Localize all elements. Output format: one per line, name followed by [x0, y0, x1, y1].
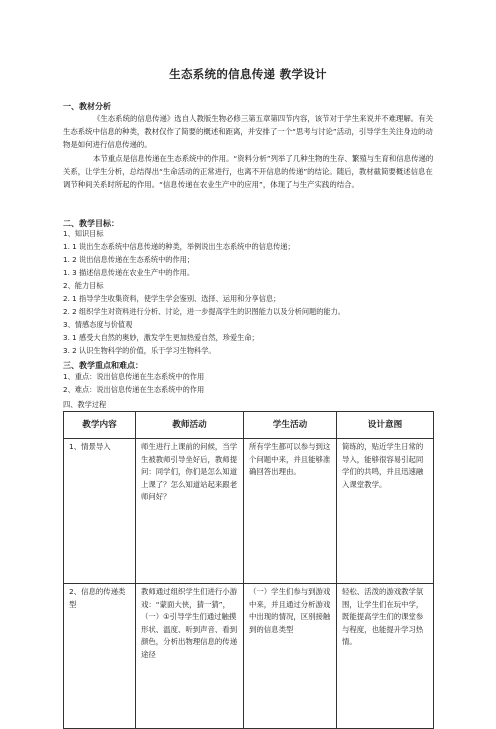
goal-line: 1. 3 描述信息传递在农业生产中的作用。: [63, 268, 195, 277]
goal-line: 2. 1 指导学生收集资料，使学生学会鉴别、选择、运用和分享信息；: [63, 294, 281, 303]
goal-line: 2、能力目标: [63, 281, 104, 290]
table-row: [64, 439, 434, 584]
table-cell: 简练的，贴近学生日常的导入，能够很容易引起同学们的共鸣，并且迅速融入课堂教学。: [337, 439, 434, 584]
table-cell: 教师通过组织学生们进行小游戏：“蒙面大侠，猜一猜”，（一）①引导学生们通过触摸形状、温度、听到声音、看到颜色，分析出物理信息的传递途径: [136, 584, 244, 729]
table-cell: 2、信息的传递类型: [64, 584, 136, 729]
table-header: 设计意图: [337, 412, 434, 439]
goal-line: 3、情感态度与价值观: [63, 320, 133, 329]
section-heading-2: 二、教学目标：: [63, 219, 119, 228]
paragraph-2: 本节重点是信息传递在生态系统中的作用。“资料分析”列举了几种生物的生存、繁殖与生育和信息传递的关系，让学生分析，总结得出“生命活动的正常进行，也离不开信息的传递”的结论。随后，教材截简要概述信息在调节种间关系时所起的作用。“信息传递在农业生产中的应用”，体现了与生产实践的结合。: [63, 154, 434, 189]
goal-line: 1. 2 说出信息传递在生态系统中的作用；: [63, 255, 195, 264]
process-table: [63, 411, 434, 729]
goal-line: 1、知识目标: [63, 229, 104, 238]
section-heading-4: 四、教学过程: [63, 400, 107, 409]
goal-line: 3. 1 感受大自然的奥妙，激发学生更加热爱自然，珍爱生命；: [63, 333, 259, 342]
table-cell: 师生进行上课前的问候，当学生被教师引导坐好后，教师提问：同学们，你们是怎么知道上课了？怎么知道站起来跟老师问好？: [136, 439, 244, 584]
paragraph-1: 《生态系统的信息传递》选自人教版生物必修三第五章第四节内容，该节对于学生来说并不难理解。有关生态系统中信息的种类，教材仅作了简要的概述和距离，并安排了一个“思考与讨论”活动，引导学生关注身边的动物是如何进行信息传递的。: [63, 114, 433, 149]
table-cell: 1、情景导入: [64, 439, 136, 584]
table-row: [64, 584, 434, 729]
table-cell: 轻松、活泼的游戏教学氛围，让学生们在玩中学，既能提高学生们的课堂参与程度，也能提升学习热情。: [337, 584, 434, 729]
table-header: 教学内容: [64, 412, 136, 439]
keypoint-line: 1、重点：说出信息传递在生态系统中的作用: [63, 372, 205, 381]
doc-title: 生态系统的信息传递 教学设计: [169, 67, 327, 81]
goal-line: 3. 2 认识生物科学的价值，乐于学习生物科学。: [63, 346, 216, 355]
goal-line: 2. 2 组织学生对资料进行分析、讨论，进一步提高学生的识图能力以及分析问题的能力。: [63, 307, 345, 316]
table-header: 教师活动: [136, 412, 244, 439]
table-cell: 所有学生都可以参与到这个问题中来，并且能够准确回答出理由。: [244, 439, 337, 584]
keypoint-line: 2、难点：说出信息传递在生态系统中的作用: [63, 385, 205, 394]
table-cell: （一）学生们参与到游戏中来，并且通过分析游戏中出现的情况，区别接触到的信息类型: [244, 584, 337, 729]
section-heading-1: 一、教材分析: [63, 102, 111, 111]
table-header: 学生活动: [244, 412, 337, 439]
table-header-row: [64, 412, 434, 439]
goal-line: 1. 1 说出生态系统中信息传递的种类，举例说出生态系统中的信息传递；: [63, 242, 295, 251]
section-heading-3: 三、教学重点和难点：: [63, 361, 143, 370]
